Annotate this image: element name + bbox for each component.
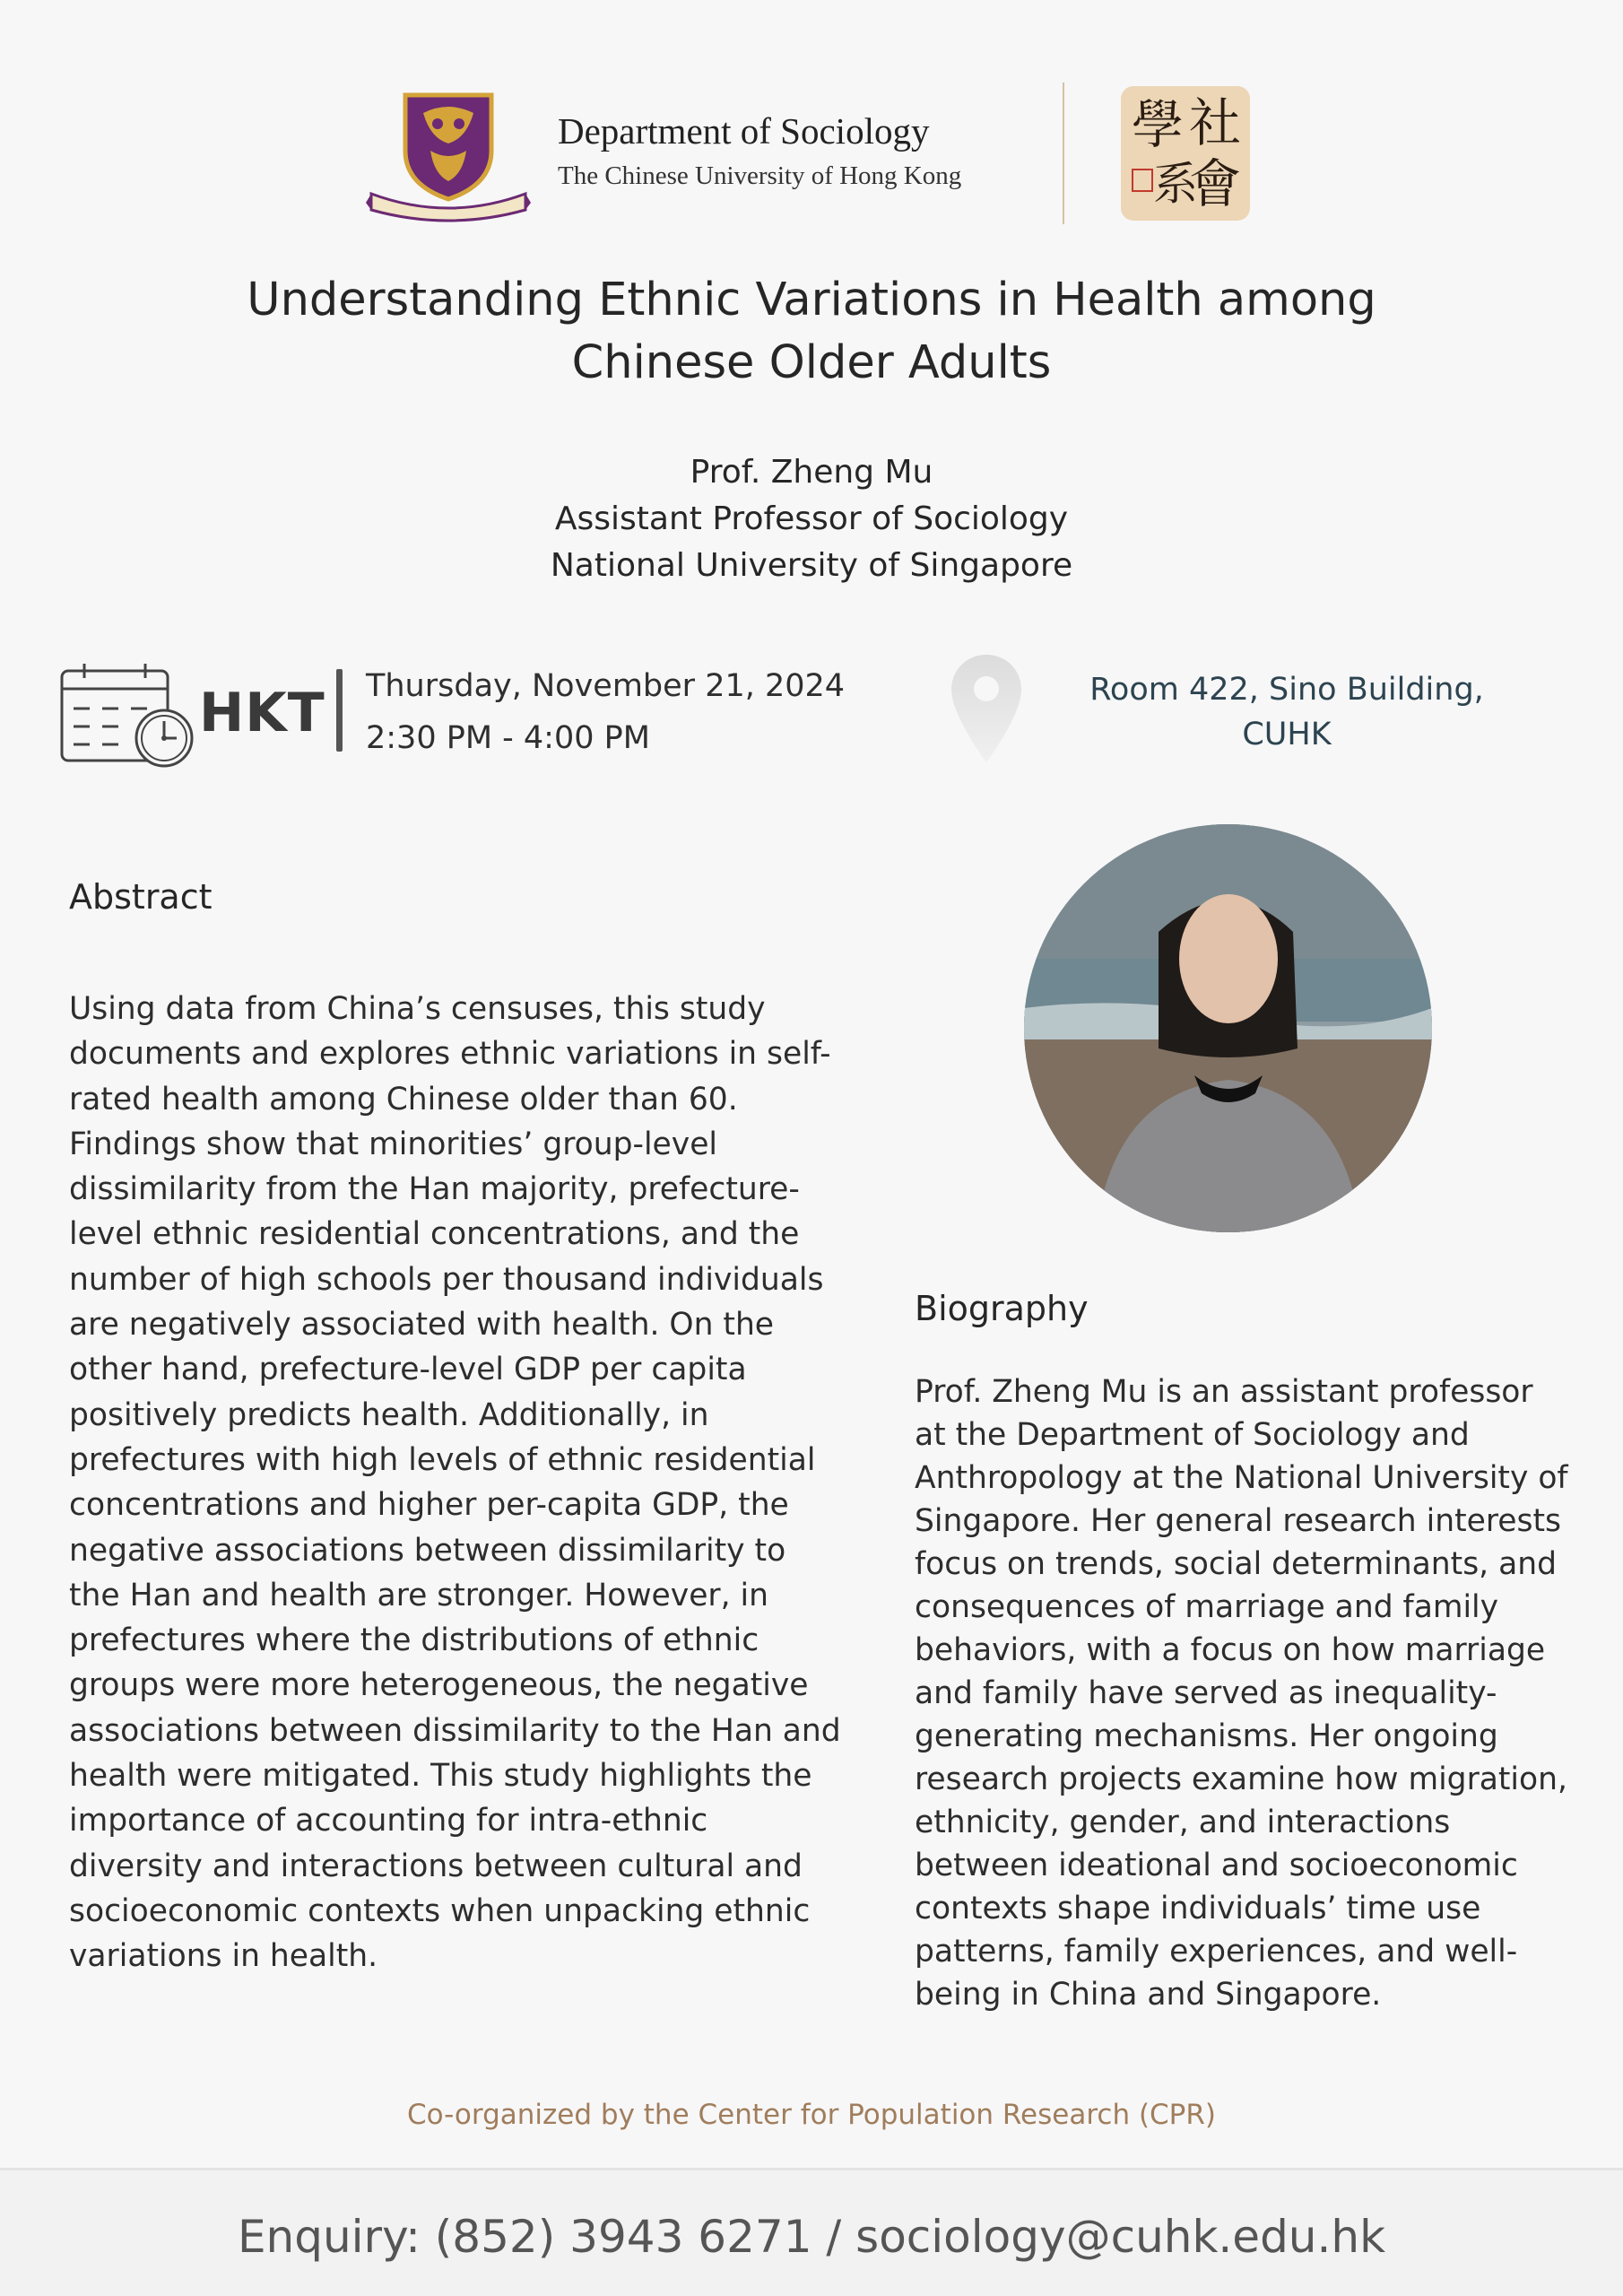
event-date: Thursday, November 21, 2024	[366, 668, 846, 704]
speaker-name: Prof. Zheng Mu	[690, 454, 933, 491]
abstract-heading: Abstract	[69, 877, 213, 917]
coorganizer-credit: Co-organized by the Center for Population Research (CPR)	[406, 2099, 1217, 2131]
abstract-text: Using data from China’s censuses, this study documents and explores ethnic variations in self-rated health among Chinese older than 60. Findings show that minorities’ group-level dissimilarity from the Han majority, prefecture-level ethnic residential concentrations, and the number of high schools per thousand individuals are negatively associated with health. On the other hand, prefecture-level GDP per capita positively predicts health. Additionally, in prefectures with high levels of ethnic residential concentrations and higher per-capita GDP, the negative associations between dissimilarity to the Han and health are stronger. However, in prefectures where the distributions of ethnic groups were more heterogeneous, the negative associations between dissimilarity to the Han and health were mitigated. This study highlights the importance of accounting for intra-ethnic diversity and interactions between cultural and socioeconomic contexts when unpacking ethnic variations in health.	[69, 991, 841, 1975]
talk-title-line: Chinese Older Adults	[571, 336, 1052, 389]
seal-char: 會	[1189, 153, 1242, 214]
red-stamp-mark	[1132, 169, 1153, 192]
department-name: Department of Sociology	[558, 110, 930, 152]
cuhk-crest-logo	[366, 88, 531, 222]
biography-heading: Biography	[915, 1289, 1089, 1328]
sociology-seal-logo	[1121, 86, 1250, 221]
talk-title	[135, 269, 1488, 395]
talk-title-line: Understanding Ethnic Variations in Health among	[247, 274, 1376, 326]
venue-line: Room 422, Sino Building,	[1089, 672, 1484, 708]
event-venue	[1022, 667, 1551, 757]
timezone-divider	[336, 669, 343, 752]
seal-char: 系	[1153, 158, 1198, 210]
calendar-clock-icon	[59, 662, 199, 770]
speaker-photo	[1024, 824, 1432, 1232]
event-time: 2:30 PM - 4:00 PM	[366, 720, 650, 756]
location-pin-icon	[949, 653, 1024, 764]
biography-text: Prof. Zheng Mu is an assistant professor at the Department of Sociology and Anthropology at the National University of Singapore. Her general research interests focus on trends, social determinants, and consequences of marriage and family behaviors, with a focus on how marriage and family have served as inequality-generating mechanisms. Her ongoing research projects examine how migration, ethnicity, gender, and interactions between ideational and socioeconomic contexts shape individuals’ time use patterns, family experiences, and well-being in China and Singapore.	[915, 1374, 1568, 2013]
speaker-title: Assistant Professor of Sociology	[554, 500, 1069, 537]
header-divider	[1063, 83, 1064, 224]
enquiry-contact: Enquiry: (852) 3943 6271 / sociology@cuhk.edu.hk	[237, 2211, 1386, 2263]
seal-char: 學	[1132, 94, 1185, 155]
seal-char: 社	[1189, 92, 1242, 153]
speaker-affiliation: National University of Singapore	[550, 547, 1073, 584]
university-name: The Chinese University of Hong Kong	[558, 161, 962, 190]
venue-line: CUHK	[1242, 717, 1332, 752]
timezone-label: HKT	[199, 682, 325, 744]
